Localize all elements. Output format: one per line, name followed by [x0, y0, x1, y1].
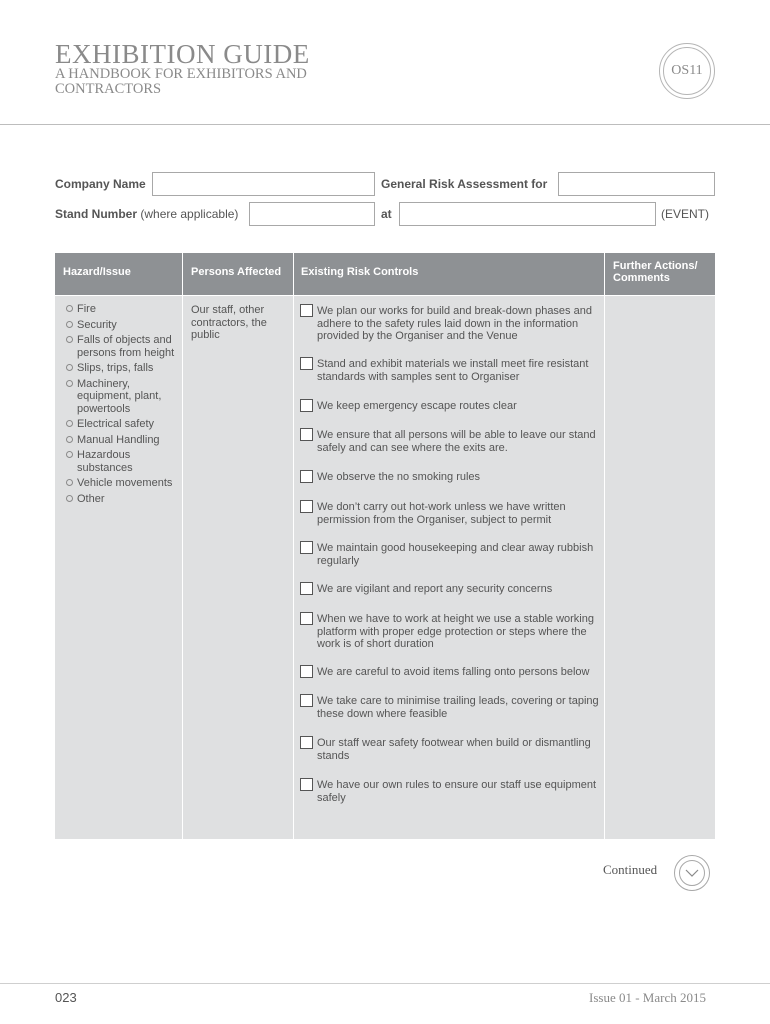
checkbox[interactable]	[300, 304, 313, 317]
hazard-item[interactable]: Falls of objects and persons from height	[66, 334, 182, 359]
header-controls: Existing Risk Controls	[294, 253, 604, 295]
hazard-item[interactable]: Security	[66, 319, 182, 332]
checkbox[interactable]	[300, 470, 313, 483]
page-title: EXHIBITION GUIDE	[55, 39, 310, 69]
radio-circle-icon	[66, 364, 73, 371]
issue-date: Issue 01 - March 2015	[589, 990, 706, 1005]
section-badge	[659, 43, 715, 99]
section-badge-label: OS11	[663, 47, 711, 95]
stand-number-field[interactable]	[249, 202, 375, 226]
hazard-list	[66, 303, 182, 508]
hazard-item[interactable]: Electrical safety	[66, 418, 182, 431]
further-actions-field[interactable]	[605, 296, 715, 839]
stand-number-label: Stand Number	[55, 207, 138, 221]
checkbox[interactable]	[300, 665, 313, 678]
company-name-field[interactable]	[152, 172, 375, 196]
header-hazard: Hazard/Issue	[55, 253, 182, 295]
risk-assessment-field[interactable]	[558, 172, 715, 196]
hazard-item[interactable]: Slips, trips, falls	[66, 362, 182, 375]
radio-circle-icon	[66, 305, 73, 312]
checkbox[interactable]	[300, 778, 313, 791]
checkbox[interactable]	[300, 541, 313, 554]
checkbox[interactable]	[300, 612, 313, 625]
chevron-down-icon	[679, 860, 705, 886]
company-name-label: Company Name	[55, 177, 146, 191]
radio-circle-icon	[66, 336, 73, 343]
checkbox[interactable]	[300, 694, 313, 707]
radio-circle-icon	[66, 495, 73, 502]
page-number: 023	[55, 990, 77, 1005]
continued-label: Continued	[603, 862, 658, 877]
persons-column	[183, 296, 293, 839]
header-persons: Persons Affected	[183, 253, 293, 295]
header-further: Further Actions/ Comments	[605, 253, 715, 295]
persons-affected-text: Our staff, other contractors, the public	[191, 304, 267, 341]
checkbox[interactable]	[300, 399, 313, 412]
hazard-item[interactable]: Machinery, equipment, plant, powertools	[66, 378, 182, 416]
hazard-item[interactable]: Manual Handling	[66, 434, 182, 447]
checkbox[interactable]	[300, 500, 313, 513]
radio-circle-icon	[66, 451, 73, 458]
event-suffix: (EVENT)	[661, 207, 709, 221]
stand-number-note: (where applicable)	[140, 207, 239, 221]
radio-circle-icon	[66, 436, 73, 443]
continued-button[interactable]	[674, 855, 710, 891]
radio-circle-icon	[66, 479, 73, 486]
checkbox[interactable]	[300, 428, 313, 441]
checkbox[interactable]	[300, 357, 313, 370]
hazard-item[interactable]: Other	[66, 493, 182, 506]
event-field[interactable]	[399, 202, 656, 226]
checkbox[interactable]	[300, 582, 313, 595]
hazard-item[interactable]: Vehicle movements	[66, 477, 182, 490]
risk-assessment-label: General Risk Assessment for	[381, 177, 548, 191]
footer-divider	[0, 983, 770, 984]
checkbox[interactable]	[300, 736, 313, 749]
radio-circle-icon	[66, 321, 73, 328]
radio-circle-icon	[66, 420, 73, 427]
radio-circle-icon	[66, 380, 73, 387]
at-label: at	[381, 207, 392, 221]
page-subtitle: A HANDBOOK FOR EXHIBITORS AND CONTRACTORS	[55, 66, 307, 97]
hazard-item[interactable]: Fire	[66, 303, 182, 316]
header-divider	[0, 124, 770, 125]
hazard-item[interactable]: Hazardous substances	[66, 449, 182, 474]
